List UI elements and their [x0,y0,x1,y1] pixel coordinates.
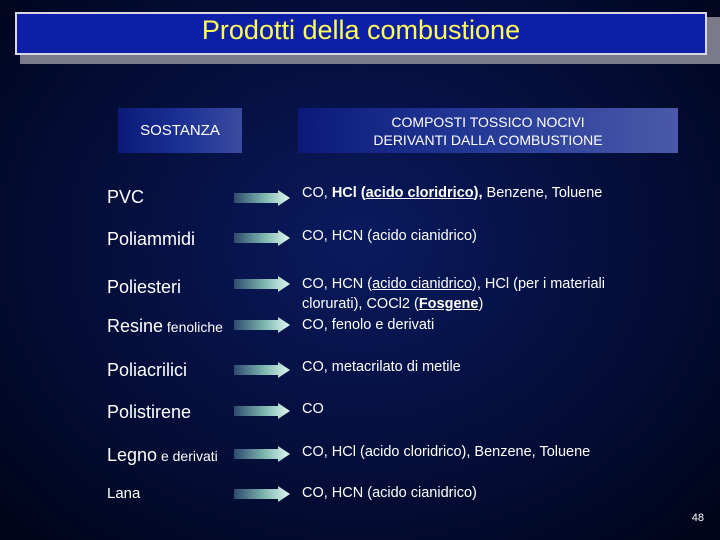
right-arrow-icon [234,276,290,292]
compound-resine: CO, fenolo e derivati [302,317,435,333]
compound-poliesteri-line2 [302,294,605,314]
substance-legno-small: e derivati [157,448,218,464]
compound-poliammidi: CO, HCN (acido cianidrico) [302,228,477,244]
compound-poliesteri-a: CO, HCN ( [302,276,373,292]
substance-lana: Lana [107,485,141,502]
substance-resine-small: fenoliche [163,319,223,335]
compound-poliesteri-a-name: acido cianidrico [372,276,473,292]
header-compounds-line1: COMPOSTI TOSSICO NOCIVI [391,113,585,130]
slide-title: Prodotti della combustione [201,15,521,45]
compound-pvc-post: Benzene, Toluene [482,185,603,201]
substance-legno [107,445,218,466]
compound-pvc-hcl-start: HCl ( [331,185,366,201]
header-compounds [298,108,678,153]
compound-pvc-hcl-name: acido cloridrico [365,185,474,201]
right-arrow-icon [234,190,290,206]
right-arrow-icon [234,403,290,419]
compound-poliesteri-a-end: ), HCl (per i materiali [472,276,605,292]
substance-poliesteri: Poliesteri [107,277,182,297]
compound-polistirene: CO [302,401,324,417]
compound-poliesteri-b: clorurati), COCl2 ( [302,296,419,312]
compound-lana: CO, HCN (acido cianidrico) [302,485,477,501]
page-number: 48 [691,512,704,524]
right-arrow-icon [234,230,290,246]
substance-resine-main: Resine [107,316,164,336]
header-compounds-line2: DERIVANTI DALLA COMBUSTIONE [373,131,603,148]
header-substance-label: SOSTANZA [140,122,220,139]
compound-pvc [302,183,602,203]
substance-legno-main: Legno [107,445,158,465]
substance-pvc: PVC [107,187,145,207]
compound-pvc-hcl-end: ), [473,185,483,201]
compound-legno: CO, HCl (acido cloridrico), Benzene, Toluene [302,444,591,460]
compound-poliesteri-b-end: ) [478,296,484,312]
header-substance [118,108,242,153]
substance-poliacrilici: Poliacrilici [107,360,188,380]
compound-poliacrilici: CO, metacrilato di metile [302,359,461,375]
right-arrow-icon [234,446,290,462]
compound-pvc-hcl [332,185,483,201]
right-arrow-icon [234,486,290,502]
compound-poliesteri-b-name: Fosgene [418,296,479,312]
substance-resine [107,316,223,337]
compound-poliesteri-line1 [302,274,605,294]
compound-pvc-pre: CO, [302,185,332,201]
right-arrow-icon [234,362,290,378]
title-box [15,12,707,55]
substance-polistirene: Polistirene [107,402,192,422]
substance-poliammidi: Poliammidi [107,229,196,249]
right-arrow-icon [234,317,290,333]
compound-poliesteri [302,274,605,314]
